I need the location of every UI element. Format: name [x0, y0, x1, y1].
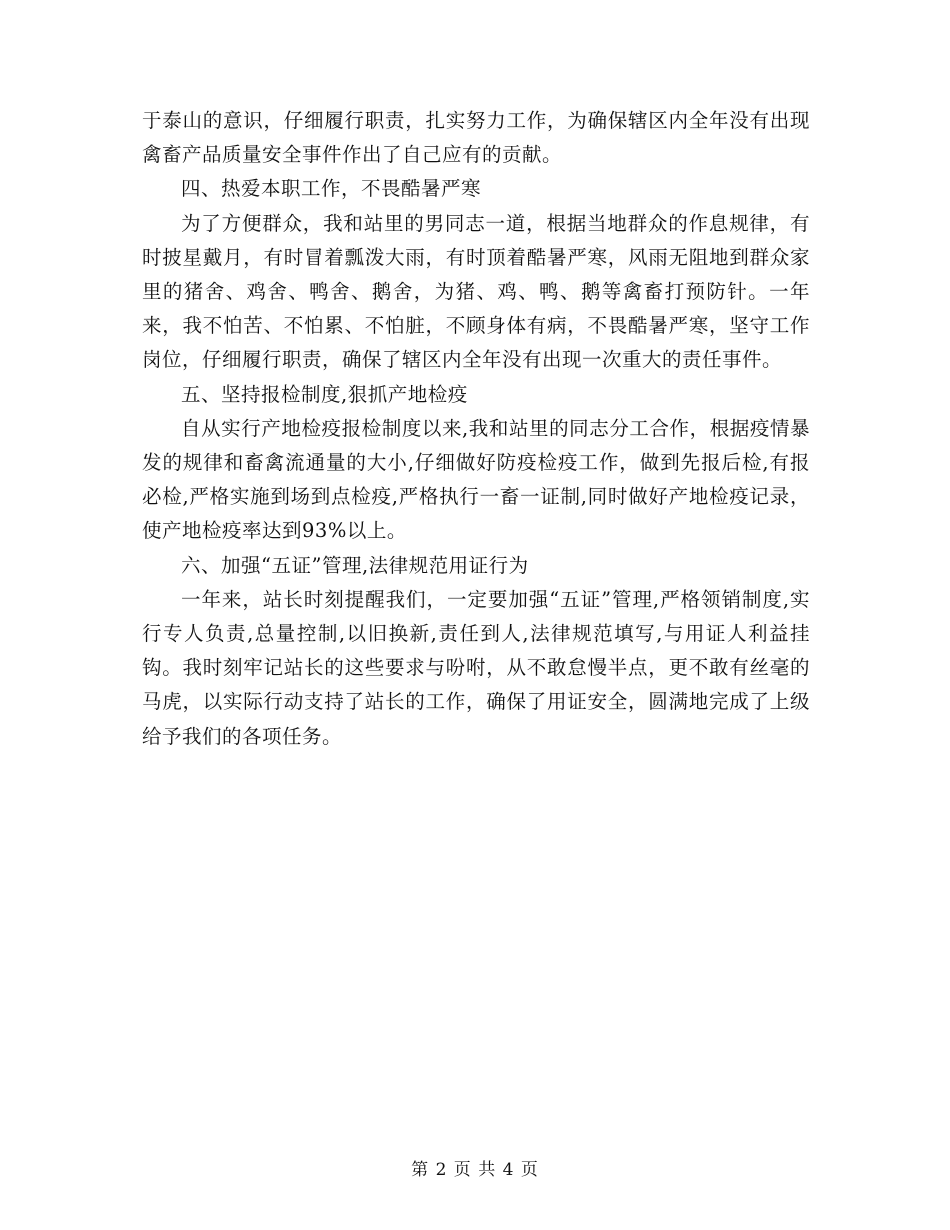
paragraph-section-6: 一年来，站长时刻提醒我们，一定要加强“五证”管理,严格领销制度,实行专人负责,总量控制,以旧换新,责任到人,法律规范填写,与用证人利益挂钩。我时刻牢记站长的这些要求与吩咐，从不敢怠慢半点，更不敢有丝毫的马虎，以实际行动支持了站长的工作，确保了用证安全，圆满地完成了上级给予我们的各项任务。 [142, 587, 810, 748]
section-heading-6: 六、加强“五证”管理,法律规范用证行为 [181, 553, 529, 577]
page-footer [0, 1158, 950, 1182]
paragraph-continuation: 于泰山的意识，仔细履行职责，扎实努力工作，为确保辖区内全年没有出现禽畜产品质量安全事件作出了自己应有的贡献。 [142, 109, 810, 167]
page-number: 第 2 页 共 4 页 [411, 1160, 539, 1180]
paragraph-section-5: 自从实行产地检疫报检制度以来,我和站里的同志分工合作，根据疫情暴发的规律和畜禽流通量的大小,仔细做好防疫检疫工作，做到先报后检,有报必检,严格实施到场到点检疫,严格执行一畜一证制,同时做好产地检疫记录，使产地检疫率达到93%以上。 [142, 416, 810, 543]
document-body [142, 104, 810, 754]
section-heading-5: 五、坚持报检制度,狠抓产地检疫 [181, 382, 468, 406]
paragraph-section-4: 为了方便群众，我和站里的男同志一道，根据当地群众的作息规律，有时披星戴月，有时冒着瓢泼大雨，有时顶着酷暑严寒，风雨无阻地到群众家里的猪舍、鸡舍、鸭舍、鹅舍，为猪、鸡、鸭、鹅等禽畜打预防针。一年来，我不怕苦、不怕累、不怕脏，不顾身体有病，不畏酷暑严寒，坚守工作岗位，仔细履行职责，确保了辖区内全年没有出现一次重大的责任事件。 [142, 211, 810, 372]
section-heading-4: 四、热爱本职工作，不畏酷暑严寒 [181, 177, 482, 201]
